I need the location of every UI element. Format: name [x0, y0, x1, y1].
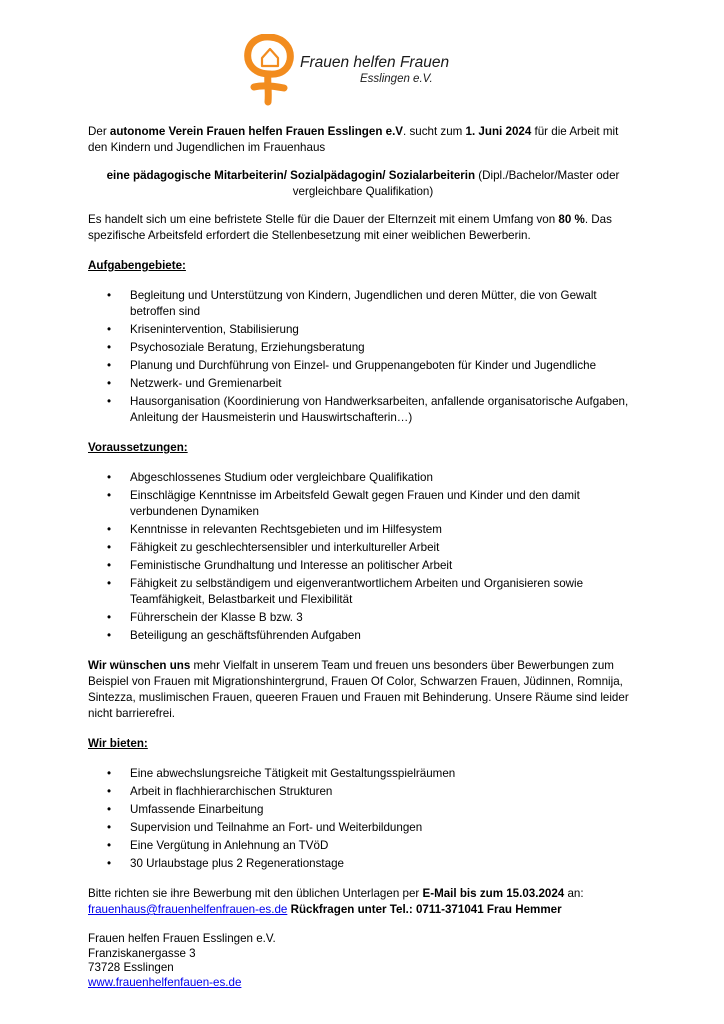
website-link[interactable]: www.frauenhelfenfauen-es.de [88, 975, 242, 989]
bullet-icon: • [107, 803, 112, 816]
application-text: an: [564, 887, 584, 900]
list-item [88, 838, 638, 854]
list-item [88, 576, 638, 608]
address-name: Frauen helfen Frauen Esslingen e.V. [88, 932, 276, 945]
list-item [88, 540, 638, 556]
list-item [88, 856, 638, 872]
bullet-icon: • [107, 395, 112, 408]
contact-phone: Rückfragen unter Tel.: 0711-371041 Frau Hemmer [287, 903, 562, 916]
list-item-text: Netzwerk- und Gremienarbeit [130, 377, 282, 390]
offer-heading: Wir bieten: [88, 737, 148, 750]
diversity-text: mehr Vielfalt in unserem Team und freuen uns besonders über Bewerbungen zum Beispiel von Frauen mit Migrationshintergrund, Frauen Of Color, Schwarzen Frauen, Jüdinnen, Romnija, Sintezza, muslimischen Frauen, queeren Frauen und Frauen mit Behinderung. Unsere Räume sind leider nicht barrierefrei. [88, 659, 629, 720]
bullet-icon: • [107, 359, 112, 372]
position-name: eine pädagogische Mitarbeiterin/ Sozialpädagogin/ Sozialarbeiterin [106, 169, 476, 182]
list-item-text: Einschlägige Kenntnisse im Arbeitsfeld Gewalt gegen Frauen und Kinder und den damit verbundenen Dynamiken [130, 489, 580, 518]
list-item-text: Krisenintervention, Stabilisierung [130, 323, 299, 336]
bullet-icon: • [107, 821, 112, 834]
term-text: Es handelt sich um eine befristete Stelle für die Dauer der Elternzeit mit einem Umfang von [88, 213, 559, 226]
list-item [88, 288, 638, 320]
list-item [88, 628, 638, 644]
list-item [88, 470, 638, 486]
tasks-heading: Aufgabengebiete: [88, 259, 186, 272]
list-item-text: Fähigkeit zu selbständigem und eigenverantwortlichem Arbeiten und Organisieren sowie Teamfähigkeit, Belastbarkeit und Flexibilität [130, 577, 584, 606]
list-item [88, 802, 638, 818]
logo [240, 34, 480, 104]
requirements-heading: Voraussetzungen: [88, 441, 188, 454]
list-item [88, 522, 638, 538]
list-item-text: Umfassende Einarbeitung [130, 803, 264, 816]
bullet-icon: • [107, 323, 112, 336]
bullet-icon: • [107, 489, 112, 502]
list-item [88, 820, 638, 836]
requirements-list [88, 470, 638, 644]
intro-text: . sucht zum [403, 125, 466, 138]
term-percentage: 80 % [558, 213, 585, 226]
list-item-text: Hausorganisation (Koordinierung von Handwerksarbeiten, anfallende organisatorische Aufgaben, Anleitung der Hausmeisterin und Hauswirtschafterin…) [130, 395, 629, 424]
bullet-icon: • [107, 289, 112, 302]
logo-title: Frauen helfen Frauen [300, 54, 450, 71]
application-paragraph [88, 886, 638, 918]
email-link[interactable]: frauenhaus@frauenhelfenfrauen-es.de [88, 903, 288, 916]
tasks-list [88, 288, 638, 426]
bullet-icon: • [107, 785, 112, 798]
list-item [88, 488, 638, 520]
list-item-text: Abgeschlossenes Studium oder vergleichbare Qualifikation [130, 471, 433, 484]
application-deadline: E-Mail bis zum 15.03.2024 [422, 887, 565, 900]
document-body [88, 124, 638, 990]
offer-list [88, 766, 638, 872]
list-item-text: Beteiligung an geschäftsführenden Aufgaben [130, 629, 361, 642]
list-item [88, 340, 638, 356]
list-item-text: Kenntnisse in relevanten Rechtsgebieten und im Hilfesystem [130, 523, 442, 536]
term-paragraph [88, 212, 638, 244]
list-item-text: Begleitung und Unterstützung von Kindern, Jugendlichen und deren Mütter, die von Gewalt betroffen sind [130, 289, 597, 318]
bullet-icon: • [107, 471, 112, 484]
logo-subtitle: Esslingen e.V. [360, 73, 433, 85]
list-item-text: Feministische Grundhaltung und Interesse an politischer Arbeit [130, 559, 453, 572]
bullet-icon: • [107, 377, 112, 390]
bullet-icon: • [107, 611, 112, 624]
list-item [88, 358, 638, 374]
list-item-text: Fähigkeit zu geschlechtersensibler und interkultureller Arbeit [130, 541, 440, 554]
intro-paragraph [88, 124, 638, 156]
bullet-icon: • [107, 577, 112, 590]
list-item-text: Supervision und Teilnahme an Fort- und Weiterbildungen [130, 821, 423, 834]
venus-house-icon [240, 34, 302, 106]
intro-text: Der [88, 125, 110, 138]
diversity-paragraph [88, 658, 638, 722]
list-item-text: Führerschein der Klasse B bzw. 3 [130, 611, 303, 624]
bullet-icon: • [107, 629, 112, 642]
list-item-text: Eine abwechslungsreiche Tätigkeit mit Gestaltungsspielräumen [130, 767, 456, 780]
bullet-icon: • [107, 541, 112, 554]
bullet-icon: • [107, 559, 112, 572]
address-street: Franziskanergasse 3 [88, 946, 196, 960]
list-item [88, 394, 638, 426]
list-item [88, 610, 638, 626]
position-title [88, 168, 638, 200]
list-item [88, 322, 638, 338]
list-item-text: 30 Urlaubstage plus 2 Regenerationstage [130, 857, 344, 870]
term-text: . Das spezifische Arbeitsfeld erfordert die Stellenbesetzung mit einer weiblichen Bewerberin. [88, 213, 612, 242]
position-qualification: (Dipl./Bachelor/Master oder vergleichbare Qualifikation) [292, 169, 620, 198]
bullet-icon: • [107, 523, 112, 536]
list-item-text: Planung und Durchführung von Einzel- und Gruppenangeboten für Kinder und Jugendliche [130, 359, 597, 372]
list-item-text: Psychosoziale Beratung, Erziehungsberatung [130, 341, 365, 354]
application-text: Bitte richten sie ihre Bewerbung mit den üblichen Unterlagen per [88, 887, 423, 900]
bullet-icon: • [107, 341, 112, 354]
list-item [88, 558, 638, 574]
list-item [88, 376, 638, 392]
bullet-icon: • [107, 839, 112, 852]
list-item-text: Arbeit in flachhierarchischen Strukturen [130, 785, 333, 798]
intro-start-date: 1. Juni 2024 [465, 125, 532, 138]
diversity-lead: Wir wünschen uns [88, 659, 191, 672]
intro-text: für die Arbeit mit den Kindern und Jugendlichen im Frauenhaus [88, 125, 619, 154]
bullet-icon: • [107, 857, 112, 870]
intro-org-name: autonome Verein Frauen helfen Frauen Esslingen e.V [109, 125, 404, 138]
list-item [88, 766, 638, 782]
address-block [88, 932, 638, 990]
bullet-icon: • [107, 767, 112, 780]
list-item [88, 784, 638, 800]
address-city: 73728 Esslingen [88, 961, 174, 974]
list-item-text: Eine Vergütung in Anlehnung an TVöD [130, 839, 329, 852]
